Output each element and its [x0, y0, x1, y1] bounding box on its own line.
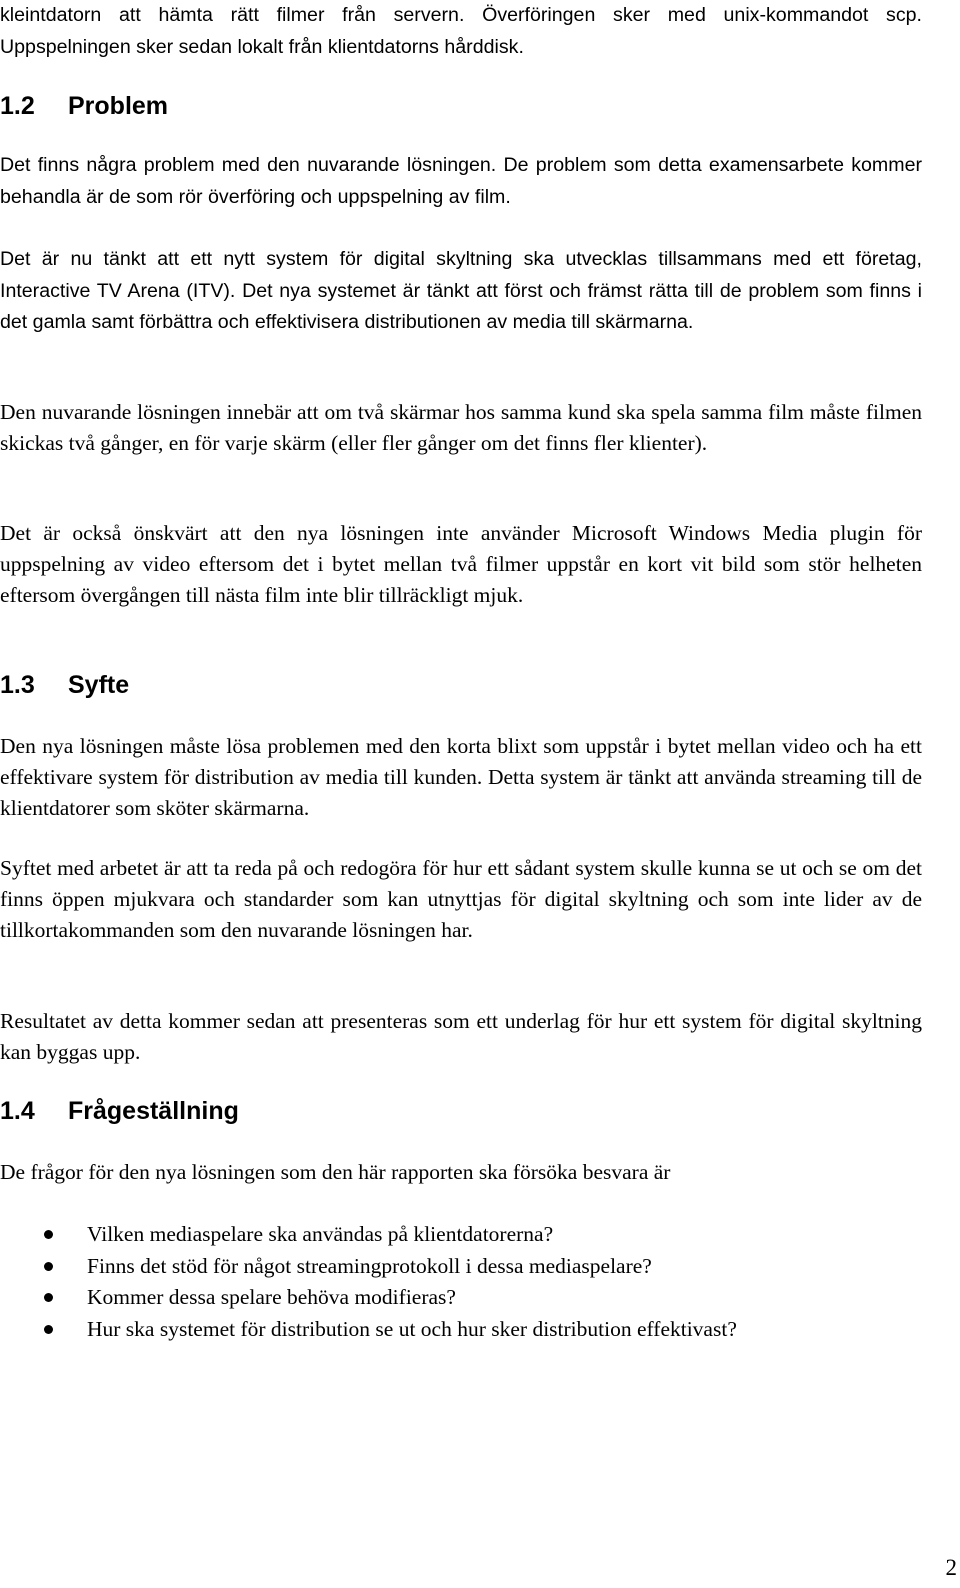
section-title: Problem — [68, 92, 169, 120]
section-number: 1.2 — [0, 92, 35, 120]
problem-paragraph-4: Det är också önskvärt att den nya lösningen inte använder Microsoft Windows Media plugin för uppspelning av video eftersom det i bytet mellan två filmer uppstår en kort vit bild som stör helheten eftersom övergången till nästa film inte blir tillräckligt mjuk. — [0, 521, 922, 607]
fragestallning-intro: De frågor för den nya lösningen som den här rapporten ska försöka besvara är — [0, 1160, 671, 1184]
section-heading-syfte — [0, 670, 129, 700]
question-text: Vilken mediaspelare ska användas på klientdatorerna? — [87, 1222, 554, 1246]
section-number: 1.3 — [0, 671, 35, 699]
section-title: Frågeställning — [68, 1097, 239, 1125]
problem-paragraph-3: Den nuvarande lösningen innebär att om två skärmar hos samma kund ska spela samma film måste filmen skickas två gånger, en för varje skärm (eller fler gånger om det finns fler klienter). — [0, 400, 922, 455]
list-item — [0, 1282, 922, 1314]
syfte-paragraph-2: Syftet med arbetet är att ta reda på och redogöra för hur ett sådant system skulle kunna se ut och se om det finns öppen mjukvara och standarder som kan utnyttjas för digital skyltning och som inte lider av de tillkortakommanden som den nuvarande lösningen har. — [0, 856, 922, 942]
section-number: 1.4 — [0, 1097, 35, 1125]
intro-paragraph: kleintdatorn att hämta rätt filmer från servern. Överföringen sker med unix-kommandot scp. Uppspelningen sker sedan lokalt från klientdatorns hårddisk. — [0, 4, 922, 58]
list-item — [0, 1251, 922, 1283]
question-text: Kommer dessa spelare behöva modifieras? — [87, 1285, 456, 1309]
bullet-icon — [44, 1230, 53, 1239]
section-heading-problem — [0, 91, 168, 121]
page-number: 2 — [945, 1555, 957, 1580]
bullet-icon — [44, 1325, 53, 1334]
section-heading-fragestallning — [0, 1096, 239, 1126]
question-text: Finns det stöd för något streamingprotokoll i dessa mediaspelare? — [87, 1253, 652, 1278]
bullet-icon — [44, 1293, 53, 1302]
list-item — [0, 1314, 922, 1346]
syfte-paragraph-3: Resultatet av detta kommer sedan att presenteras som ett underlag för hur ett system för digital skyltning kan byggas upp. — [0, 1009, 922, 1064]
problem-paragraph-2: Det är nu tänkt att ett nytt system för digital skyltning ska utvecklas tillsammans med ett företag, Interactive TV Arena (ITV). Det nya systemet är tänkt att först och främst rätta till de problem som finns i det gamla samt förbättra och effektivisera distributionen av media till skärmarna. — [0, 248, 922, 333]
question-list — [0, 1219, 922, 1345]
syfte-paragraph-1: Den nya lösningen måste lösa problemen med den korta blixt som uppstår i bytet mellan video och ha ett effektivare system för distribution av media till kunden. Detta system är tänkt att använda streaming till de klientdatorer som sköter skärmarna. — [0, 734, 922, 820]
section-title: Syfte — [68, 671, 130, 699]
problem-paragraph-1: Det finns några problem med den nuvarande lösningen. De problem som detta examensarbete kommer behandla är de som rör överföring och uppspelning av film. — [0, 154, 922, 208]
question-text: Hur ska systemet för distribution se ut och hur sker distribution effektivast? — [87, 1316, 737, 1341]
bullet-icon — [44, 1262, 53, 1271]
list-item — [0, 1219, 922, 1251]
